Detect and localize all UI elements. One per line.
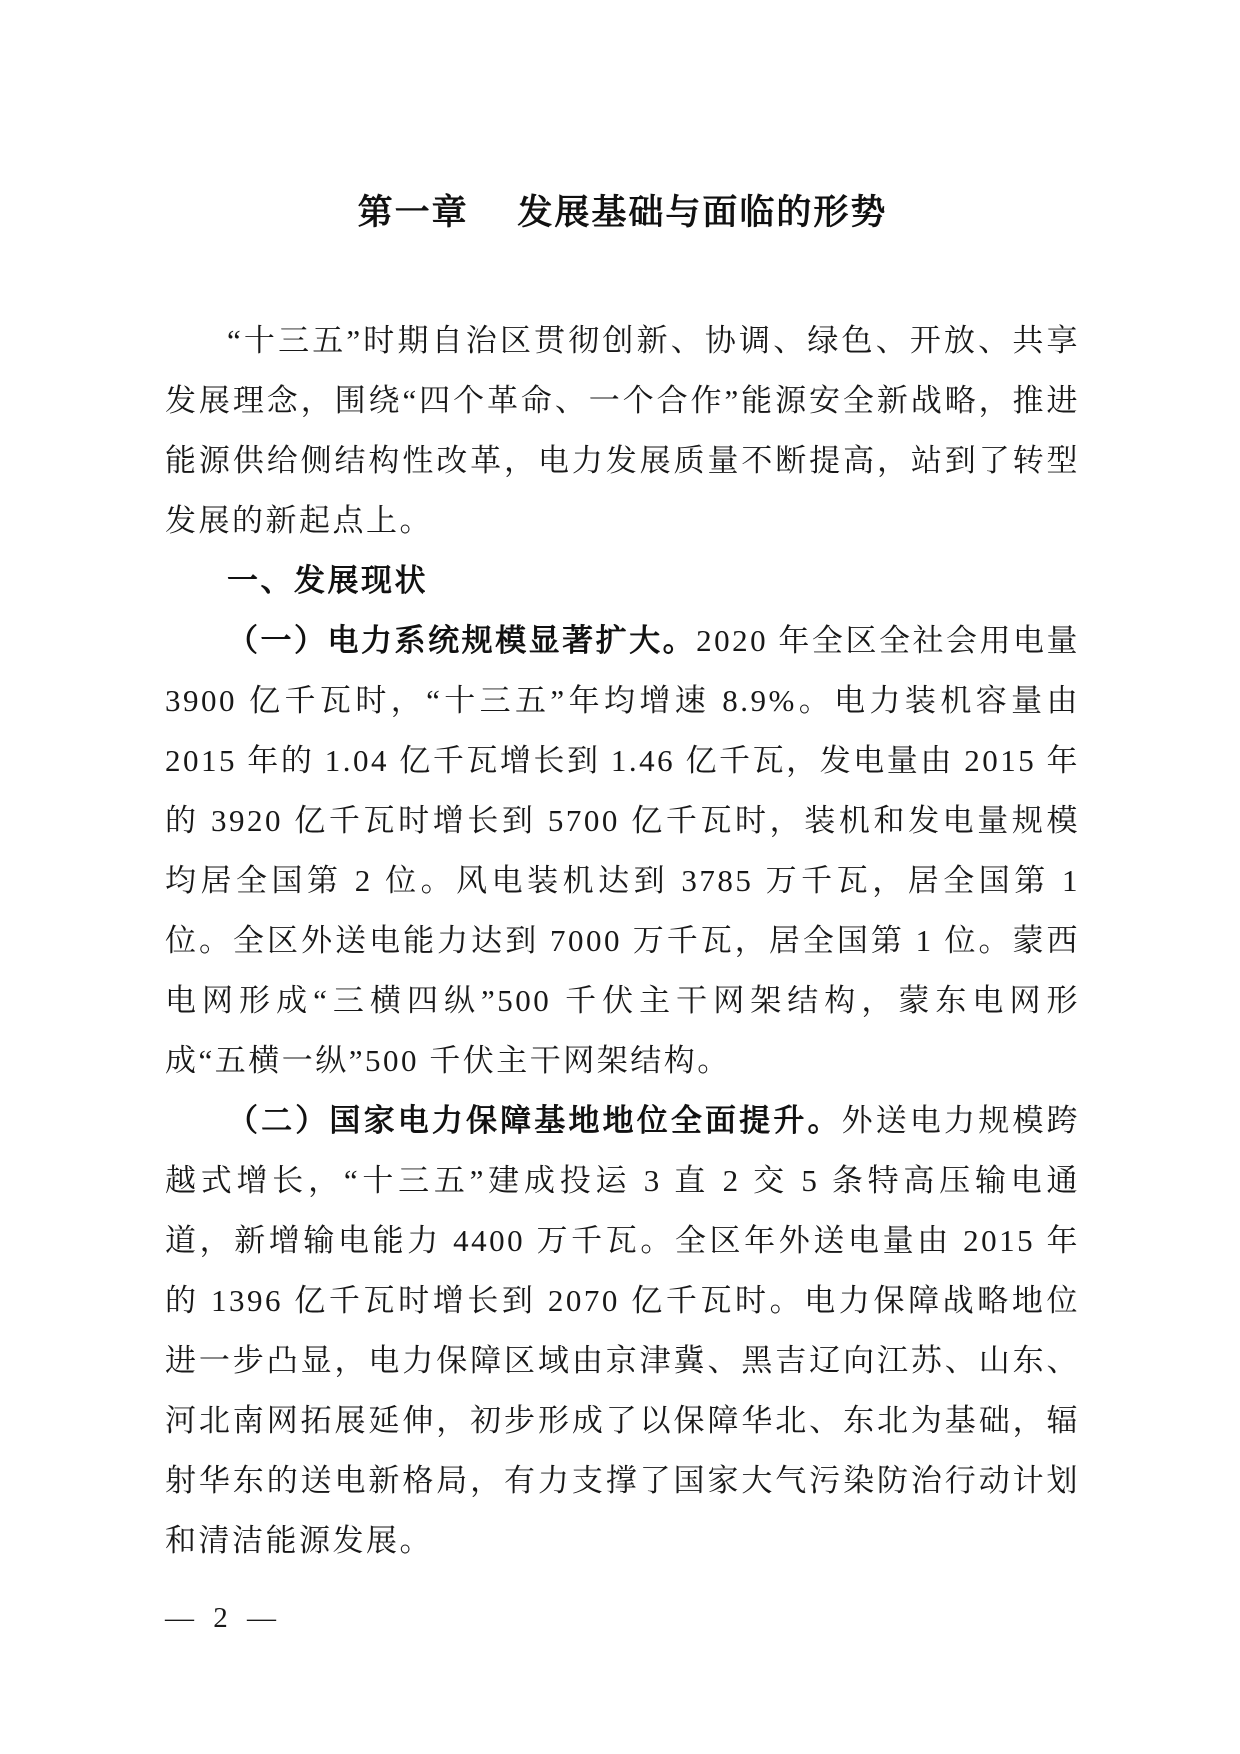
page-content — [165, 192, 1080, 1571]
chapter-title: 第一章 发展基础与面临的形势 — [357, 193, 888, 232]
paragraph-2-text: 外送电力规模跨越式增长，“十三五”建成投运 3 直 2 交 5 条特高压输电通道，新增输电能力 4400 万千瓦。全区年外送电量由 2015 年的 1396 亿千瓦时增长到 2070 亿千瓦时。电力保障战略地位进一步凸显，电力保障区域由京津冀、黑吉辽向江苏、山东、河北南网拓展延伸，初步形成了以保障华北、东北为基础，辐射华东的送电新格局，有力支撑了国家大气污染防治行动计划和清洁能源发展。 — [165, 1103, 1080, 1558]
paragraph-1-text: 2020 年全区全社会用电量 3900 亿千瓦时，“十三五”年均增速 8.9%。电力装机容量由 2015 年的 1.04 亿千瓦增长到 1.46 亿千瓦，发电量由 2015 年的 3920 亿千瓦时增长到 5700 亿千瓦时，装机和发电量规模均居全国第 2 位。风电装机达到 3785 万千瓦，居全国第 1 位。全区外送电能力达到 7000 万千瓦，居全国第 1 位。蒙西电网形成“三横四纵”500 千伏主干网架结构，蒙东电网形成“五横一纵”500 千伏主干网架结构。 — [165, 623, 1081, 1078]
section-heading: 一、发展现状 — [227, 563, 428, 598]
body-text — [165, 311, 1080, 1571]
paragraph-2-lead: （二）国家电力保障基地地位全面提升。 — [227, 1103, 842, 1138]
paragraph-1-lead: （一）电力系统规模显著扩大。 — [227, 623, 697, 658]
paragraph-2 — [165, 1091, 1080, 1571]
intro-paragraph: “十三五”时期自治区贯彻创新、协调、绿色、开放、共享发展理念，围绕“四个革命、一个合作”能源安全新战略，推进能源供给侧结构性改革，电力发展质量不断提高，站到了转型发展的新起点上。 — [165, 323, 1080, 538]
page-number: — 2 — — [165, 1602, 277, 1634]
paragraph-1 — [165, 611, 1080, 1091]
